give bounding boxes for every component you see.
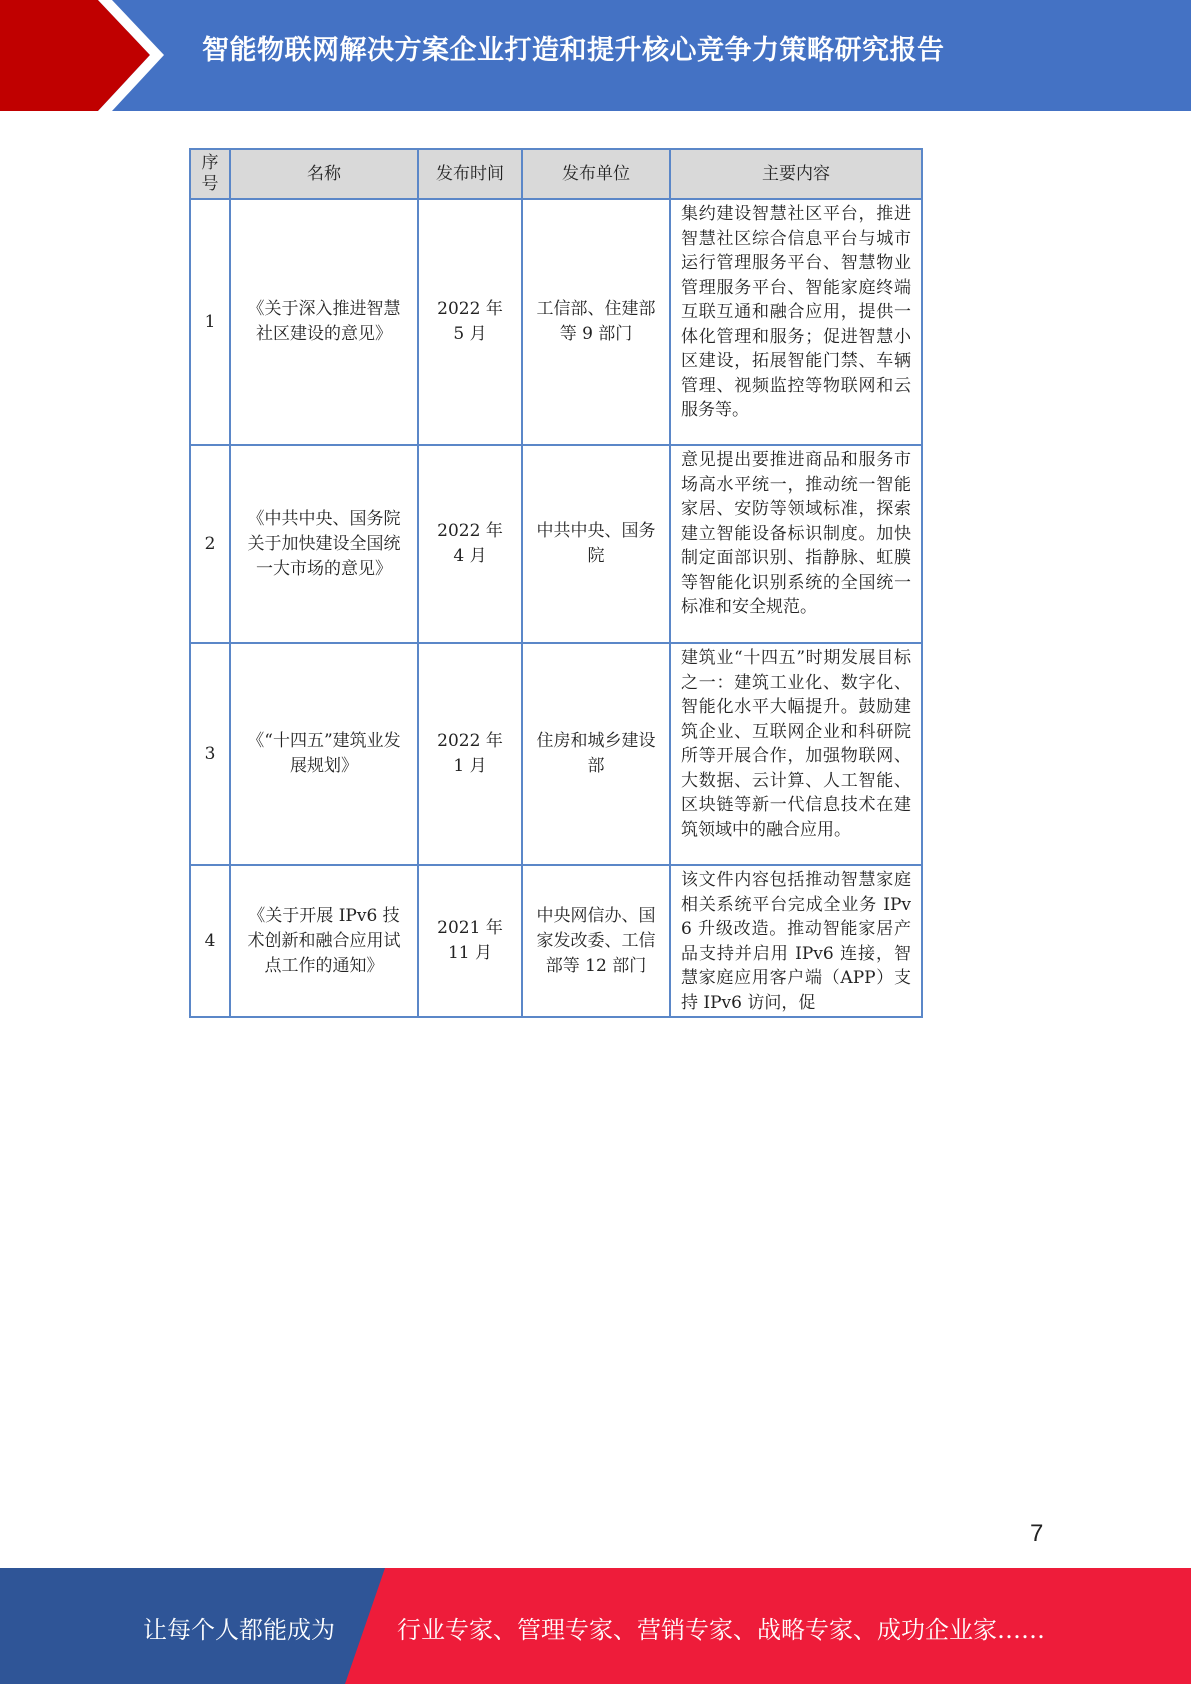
row-issuer: 中共中央、国务院 [522,445,670,643]
row-index: 3 [190,643,230,865]
footer-slogan-right: 行业专家、管理专家、营销专家、战略专家、成功企业家…… [397,1616,1045,1644]
page-number: 7 [1030,1520,1044,1547]
header-index: 序号 [190,149,230,199]
row-index: 1 [190,199,230,445]
row-content: 意见提出要推进商品和服务市场高水平统一，推动统一智能家居、安防等领域标准，探索建立智能设备标识制度。加快制定面部识别、指静脉、虹膜等智能化识别系统的全国统一标准和安全规范。 [670,445,922,643]
row-name: 《中共中央、国务院关于加快建设全国统一大市场的意见》 [230,445,418,643]
row-name: 《“十四五”建筑业发展规划》 [230,643,418,865]
table-row [190,865,922,1017]
header-content: 主要内容 [670,149,922,199]
row-index: 2 [190,445,230,643]
table-row [190,199,922,445]
row-date: 2022 年 1 月 [418,643,522,865]
row-index: 4 [190,865,230,1017]
row-issuer: 中央网信办、国家发改委、工信部等 12 部门 [522,865,670,1017]
row-content: 建筑业“十四五”时期发展目标之一：建筑工业化、数字化、智能化水平大幅提升。鼓励建筑企业、互联网企业和科研院所等开展合作，加强物联网、大数据、云计算、人工智能、区块链等新一代信息技术在建筑领域中的融合应用。 [670,643,922,865]
row-content: 该文件内容包括推动智慧家庭相关系统平台完成全业务 IPv6 升级改造。推动智能家居产品支持并启用 IPv6 连接，智慧家庭应用客户端（APP）支持 IPv6 访问，促 [670,865,922,1017]
row-issuer: 工信部、住建部等 9 部门 [522,199,670,445]
row-date: 2021 年 11 月 [418,865,522,1017]
header-date: 发布时间 [418,149,522,199]
table-row [190,445,922,643]
page-header [0,0,1191,111]
row-issuer: 住房和城乡建设部 [522,643,670,865]
row-name: 《关于深入推进智慧社区建设的意见》 [230,199,418,445]
row-date: 2022 年 4 月 [418,445,522,643]
table-header-row [190,149,922,199]
row-name: 《关于开展 IPv6 技术创新和融合应用试点工作的通知》 [230,865,418,1017]
header-name: 名称 [230,149,418,199]
policy-table [189,148,923,1018]
header-issuer: 发布单位 [522,149,670,199]
row-content: 集约建设智慧社区平台，推进智慧社区综合信息平台与城市运行管理服务平台、智慧物业管理服务平台、智能家庭终端互联互通和融合应用，提供一体化管理和服务；促进智慧小区建设，拓展智能门禁、车辆管理、视频监控等物联网和云服务等。 [670,199,922,445]
table-row [190,643,922,865]
report-title: 智能物联网解决方案企业打造和提升核心竞争力策略研究报告 [202,35,945,66]
page-footer [0,1568,1191,1684]
row-date: 2022 年 5 月 [418,199,522,445]
footer-slogan-left: 让每个人都能成为 [143,1616,335,1644]
